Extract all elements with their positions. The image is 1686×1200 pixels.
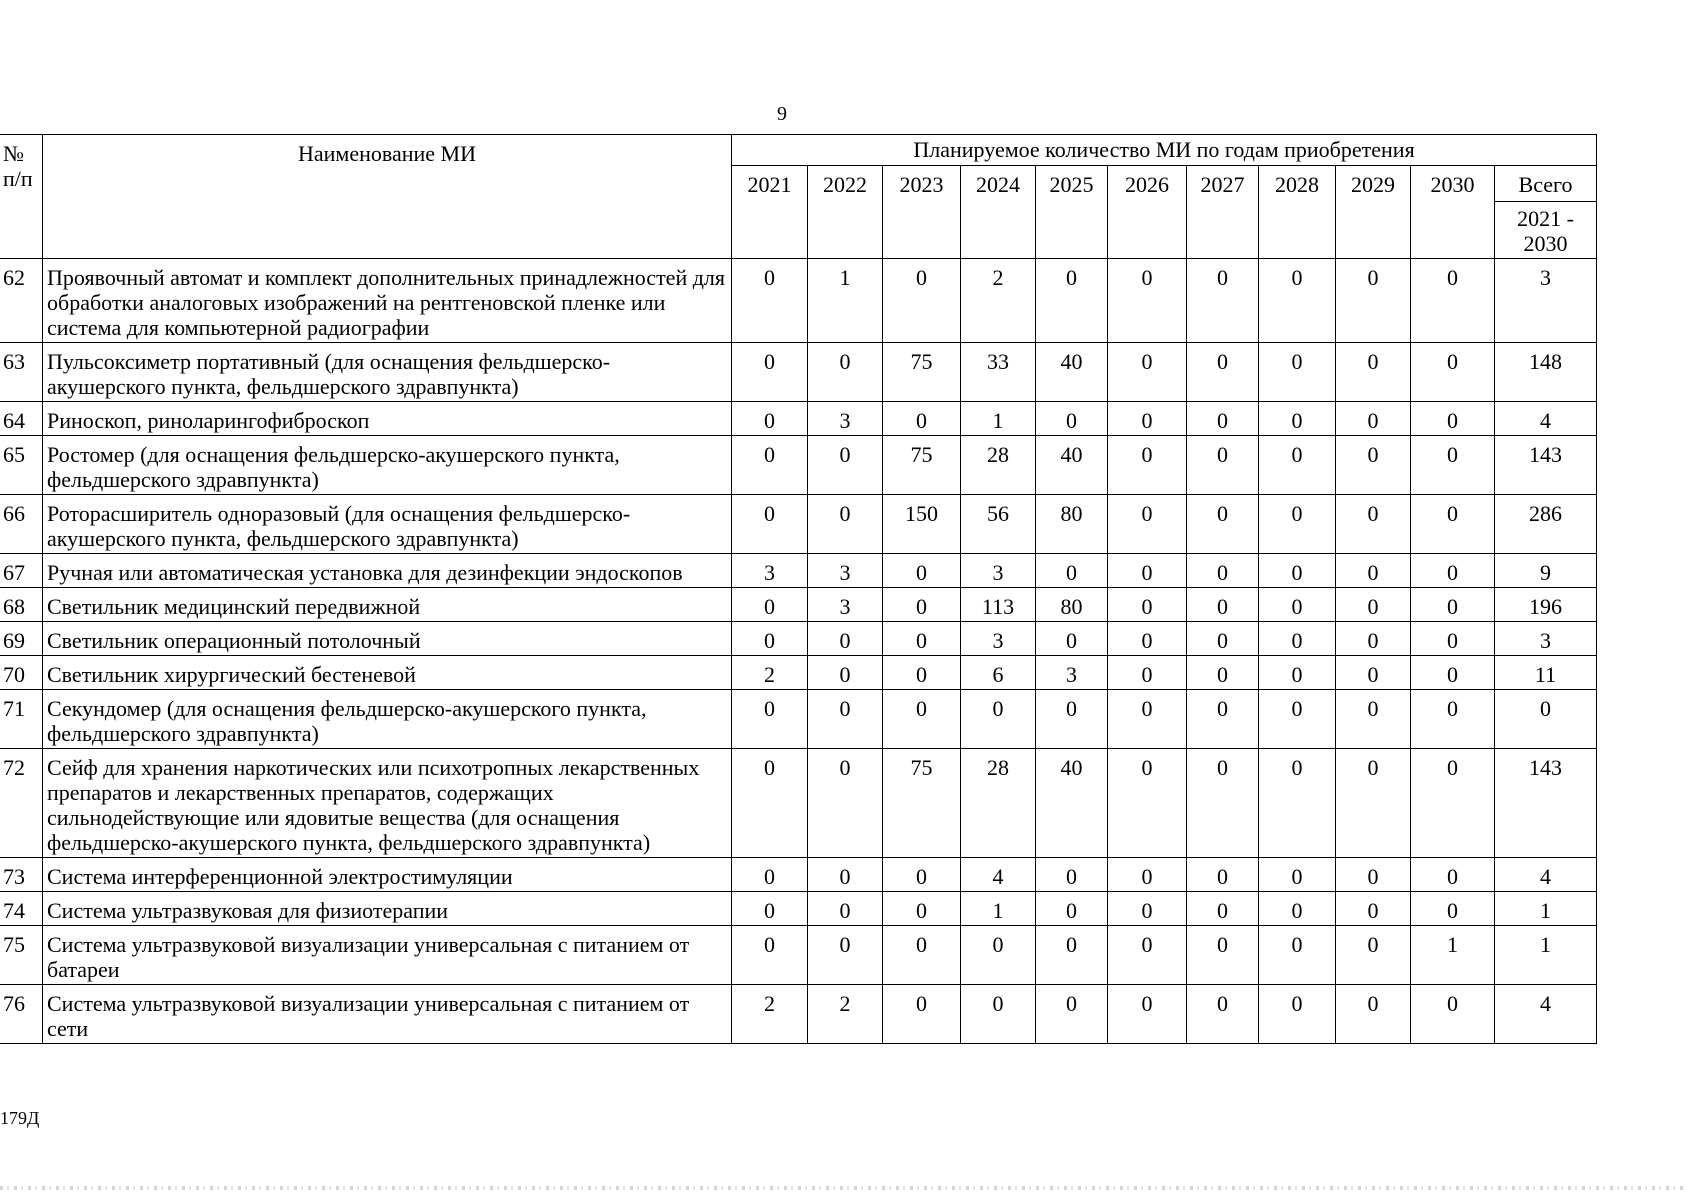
table-row xyxy=(0,495,1597,554)
row-value-2027: 0 xyxy=(1187,436,1259,495)
header-year-2028: 2028 xyxy=(1259,166,1336,259)
table-row xyxy=(0,985,1597,1044)
row-value-2028: 0 xyxy=(1259,622,1336,656)
row-value-2024: 4 xyxy=(961,858,1036,892)
table-row xyxy=(0,436,1597,495)
table-row xyxy=(0,858,1597,892)
row-value-2025: 0 xyxy=(1036,622,1108,656)
row-item-name: Пульсоксиметр портативный (для оснащения фельдшерско-акушерского пункта, фельдшерского здравпункта) xyxy=(43,343,732,402)
row-value-2025: 40 xyxy=(1036,436,1108,495)
row-value-2028: 0 xyxy=(1259,892,1336,926)
row-value-2026: 0 xyxy=(1108,926,1187,985)
row-value-2021: 0 xyxy=(732,858,808,892)
row-value-2030: 0 xyxy=(1411,588,1495,622)
row-item-name: Ручная или автоматическая установка для дезинфекции эндоскопов xyxy=(43,554,732,588)
row-value-2026: 0 xyxy=(1108,588,1187,622)
row-value-2022: 2 xyxy=(808,985,883,1044)
row-value-2025: 40 xyxy=(1036,749,1108,858)
row-total: 1 xyxy=(1495,926,1597,985)
row-value-2022: 0 xyxy=(808,656,883,690)
row-value-2024: 56 xyxy=(961,495,1036,554)
row-value-2028: 0 xyxy=(1259,343,1336,402)
row-value-2021: 0 xyxy=(732,436,808,495)
row-value-2029: 0 xyxy=(1336,495,1411,554)
row-value-2026: 0 xyxy=(1108,985,1187,1044)
row-value-2029: 0 xyxy=(1336,858,1411,892)
row-value-2028: 0 xyxy=(1259,985,1336,1044)
row-value-2027: 0 xyxy=(1187,343,1259,402)
header-year-2024: 2024 xyxy=(961,166,1036,259)
row-value-2029: 0 xyxy=(1336,656,1411,690)
row-value-2028: 0 xyxy=(1259,749,1336,858)
row-value-2024: 1 xyxy=(961,402,1036,436)
table-row xyxy=(0,402,1597,436)
table-row xyxy=(0,554,1597,588)
header-total-label: Всего xyxy=(1495,166,1596,202)
header-year-2029: 2029 xyxy=(1336,166,1411,259)
row-item-name: Светильник медицинский передвижной xyxy=(43,588,732,622)
row-value-2025: 0 xyxy=(1036,892,1108,926)
row-value-2029: 0 xyxy=(1336,690,1411,749)
header-group: Планируемое количество МИ по годам приобретения xyxy=(732,135,1597,166)
row-index: 64 xyxy=(0,402,43,436)
row-value-2030: 0 xyxy=(1411,985,1495,1044)
header-year-2026: 2026 xyxy=(1108,166,1187,259)
row-item-name: Ростомер (для оснащения фельдшерско-акушерского пункта, фельдшерского здравпункта) xyxy=(43,436,732,495)
row-total: 11 xyxy=(1495,656,1597,690)
row-value-2021: 0 xyxy=(732,259,808,343)
row-value-2027: 0 xyxy=(1187,926,1259,985)
row-value-2027: 0 xyxy=(1187,985,1259,1044)
row-value-2030: 0 xyxy=(1411,690,1495,749)
row-value-2027: 0 xyxy=(1187,690,1259,749)
row-value-2024: 0 xyxy=(961,926,1036,985)
row-value-2022: 0 xyxy=(808,892,883,926)
header-year-2025: 2025 xyxy=(1036,166,1108,259)
row-value-2026: 0 xyxy=(1108,749,1187,858)
row-total: 1 xyxy=(1495,892,1597,926)
row-value-2023: 0 xyxy=(883,622,961,656)
row-value-2024: 1 xyxy=(961,892,1036,926)
row-total: 3 xyxy=(1495,622,1597,656)
row-item-name: Проявочный автомат и комплект дополнительных принадлежностей для обработки аналоговых изображений на рентгеновской пленке или система для компьютерной радиографии xyxy=(43,259,732,343)
row-value-2021: 0 xyxy=(732,749,808,858)
row-value-2022: 0 xyxy=(808,622,883,656)
table-row xyxy=(0,656,1597,690)
row-value-2026: 0 xyxy=(1108,690,1187,749)
row-item-name: Светильник операционный потолочный xyxy=(43,622,732,656)
row-value-2027: 0 xyxy=(1187,622,1259,656)
row-value-2027: 0 xyxy=(1187,588,1259,622)
row-value-2021: 0 xyxy=(732,622,808,656)
row-value-2030: 0 xyxy=(1411,622,1495,656)
row-value-2029: 0 xyxy=(1336,402,1411,436)
row-value-2030: 0 xyxy=(1411,259,1495,343)
row-index: 76 xyxy=(0,985,43,1044)
row-value-2023: 75 xyxy=(883,343,961,402)
row-value-2021: 2 xyxy=(732,656,808,690)
row-total: 286 xyxy=(1495,495,1597,554)
row-index: 62 xyxy=(0,259,43,343)
row-value-2023: 150 xyxy=(883,495,961,554)
row-total: 4 xyxy=(1495,858,1597,892)
row-total: 143 xyxy=(1495,749,1597,858)
row-value-2021: 0 xyxy=(732,402,808,436)
row-value-2028: 0 xyxy=(1259,402,1336,436)
row-value-2029: 0 xyxy=(1336,749,1411,858)
row-item-name: Система ультразвуковая для физиотерапии xyxy=(43,892,732,926)
row-value-2025: 0 xyxy=(1036,554,1108,588)
row-value-2029: 0 xyxy=(1336,985,1411,1044)
row-value-2025: 0 xyxy=(1036,402,1108,436)
row-value-2022: 3 xyxy=(808,588,883,622)
row-value-2030: 1 xyxy=(1411,926,1495,985)
row-value-2030: 0 xyxy=(1411,495,1495,554)
row-value-2027: 0 xyxy=(1187,656,1259,690)
row-value-2022: 0 xyxy=(808,436,883,495)
row-index: 70 xyxy=(0,656,43,690)
table-row xyxy=(0,749,1597,858)
row-value-2024: 28 xyxy=(961,436,1036,495)
row-value-2022: 0 xyxy=(808,495,883,554)
row-total: 143 xyxy=(1495,436,1597,495)
row-value-2026: 0 xyxy=(1108,495,1187,554)
row-value-2028: 0 xyxy=(1259,926,1336,985)
row-index: 75 xyxy=(0,926,43,985)
row-value-2024: 113 xyxy=(961,588,1036,622)
row-value-2027: 0 xyxy=(1187,858,1259,892)
row-value-2024: 28 xyxy=(961,749,1036,858)
row-value-2027: 0 xyxy=(1187,495,1259,554)
table-row xyxy=(0,588,1597,622)
row-value-2022: 1 xyxy=(808,259,883,343)
row-value-2022: 0 xyxy=(808,343,883,402)
table-row xyxy=(0,259,1597,343)
row-value-2030: 0 xyxy=(1411,749,1495,858)
row-value-2025: 80 xyxy=(1036,588,1108,622)
row-value-2022: 0 xyxy=(808,858,883,892)
header-total-range: 2021 - 2030 xyxy=(1517,206,1574,256)
row-value-2027: 0 xyxy=(1187,259,1259,343)
row-total: 0 xyxy=(1495,690,1597,749)
header-name: Наименование МИ xyxy=(43,135,732,259)
row-value-2023: 0 xyxy=(883,985,961,1044)
row-item-name: Система ультразвуковой визуализации универсальная с питанием от сети xyxy=(43,985,732,1044)
row-value-2023: 0 xyxy=(883,892,961,926)
row-value-2023: 0 xyxy=(883,690,961,749)
page-number: 9 xyxy=(777,103,787,125)
row-value-2029: 0 xyxy=(1336,622,1411,656)
row-value-2027: 0 xyxy=(1187,402,1259,436)
row-value-2030: 0 xyxy=(1411,436,1495,495)
row-value-2021: 2 xyxy=(732,985,808,1044)
row-index: 72 xyxy=(0,749,43,858)
row-value-2030: 0 xyxy=(1411,554,1495,588)
row-value-2028: 0 xyxy=(1259,436,1336,495)
row-value-2021: 0 xyxy=(732,343,808,402)
row-value-2023: 0 xyxy=(883,926,961,985)
row-item-name: Система ультразвуковой визуализации универсальная с питанием от батареи xyxy=(43,926,732,985)
row-value-2030: 0 xyxy=(1411,402,1495,436)
table-row xyxy=(0,926,1597,985)
row-value-2021: 3 xyxy=(732,554,808,588)
row-item-name: Риноскоп, риноларингофиброскоп xyxy=(43,402,732,436)
row-value-2029: 0 xyxy=(1336,436,1411,495)
row-value-2029: 0 xyxy=(1336,588,1411,622)
row-value-2025: 0 xyxy=(1036,858,1108,892)
row-value-2021: 0 xyxy=(732,495,808,554)
row-value-2023: 75 xyxy=(883,436,961,495)
footer-code: 179Д xyxy=(0,1108,40,1128)
row-value-2030: 0 xyxy=(1411,656,1495,690)
row-value-2023: 0 xyxy=(883,588,961,622)
row-value-2029: 0 xyxy=(1336,926,1411,985)
row-value-2028: 0 xyxy=(1259,656,1336,690)
header-index: № п/п xyxy=(0,135,43,259)
row-value-2022: 0 xyxy=(808,749,883,858)
row-value-2025: 80 xyxy=(1036,495,1108,554)
row-value-2024: 0 xyxy=(961,690,1036,749)
row-value-2021: 0 xyxy=(732,588,808,622)
table-row xyxy=(0,622,1597,656)
row-value-2025: 40 xyxy=(1036,343,1108,402)
row-value-2026: 0 xyxy=(1108,858,1187,892)
row-value-2023: 75 xyxy=(883,749,961,858)
header-year-2023: 2023 xyxy=(883,166,961,259)
row-value-2023: 0 xyxy=(883,554,961,588)
row-index: 66 xyxy=(0,495,43,554)
header-year-2027: 2027 xyxy=(1187,166,1259,259)
row-value-2028: 0 xyxy=(1259,690,1336,749)
table-row xyxy=(0,892,1597,926)
row-value-2026: 0 xyxy=(1108,554,1187,588)
table-row xyxy=(0,690,1597,749)
row-item-name: Сейф для хранения наркотических или психотропных лекарственных препаратов и лекарственных препаратов, содержащих сильнодействующие или ядовитые вещества (для оснащения фельдшерско-акушерского пункта, фельдшерского здравпункта) xyxy=(43,749,732,858)
row-total: 4 xyxy=(1495,402,1597,436)
row-value-2026: 0 xyxy=(1108,656,1187,690)
row-value-2024: 6 xyxy=(961,656,1036,690)
row-item-name: Роторасширитель одноразовый (для оснащения фельдшерско-акушерского пункта, фельдшерского здравпункта) xyxy=(43,495,732,554)
row-value-2028: 0 xyxy=(1259,495,1336,554)
row-value-2022: 0 xyxy=(808,690,883,749)
row-value-2021: 0 xyxy=(732,926,808,985)
equipment-table xyxy=(0,134,1597,1044)
row-value-2028: 0 xyxy=(1259,858,1336,892)
header-year-2022: 2022 xyxy=(808,166,883,259)
row-item-name: Система интерференционной электростимуляции xyxy=(43,858,732,892)
row-value-2025: 0 xyxy=(1036,259,1108,343)
row-value-2026: 0 xyxy=(1108,402,1187,436)
table-header xyxy=(0,135,1597,259)
row-value-2022: 0 xyxy=(808,926,883,985)
row-index: 71 xyxy=(0,690,43,749)
row-value-2022: 3 xyxy=(808,402,883,436)
row-index: 74 xyxy=(0,892,43,926)
row-item-name: Секундомер (для оснащения фельдшерско-акушерского пункта, фельдшерского здравпункта) xyxy=(43,690,732,749)
row-value-2021: 0 xyxy=(732,892,808,926)
row-value-2022: 3 xyxy=(808,554,883,588)
row-value-2025: 0 xyxy=(1036,690,1108,749)
row-value-2030: 0 xyxy=(1411,343,1495,402)
row-value-2021: 0 xyxy=(732,690,808,749)
row-value-2025: 3 xyxy=(1036,656,1108,690)
row-value-2024: 0 xyxy=(961,985,1036,1044)
row-index: 63 xyxy=(0,343,43,402)
row-value-2023: 0 xyxy=(883,858,961,892)
row-value-2027: 0 xyxy=(1187,554,1259,588)
row-value-2025: 0 xyxy=(1036,926,1108,985)
row-value-2029: 0 xyxy=(1336,892,1411,926)
row-value-2024: 3 xyxy=(961,622,1036,656)
row-value-2025: 0 xyxy=(1036,985,1108,1044)
row-index: 68 xyxy=(0,588,43,622)
row-value-2026: 0 xyxy=(1108,436,1187,495)
row-value-2029: 0 xyxy=(1336,343,1411,402)
row-value-2026: 0 xyxy=(1108,343,1187,402)
row-index: 65 xyxy=(0,436,43,495)
row-value-2026: 0 xyxy=(1108,892,1187,926)
table-body xyxy=(0,259,1597,1044)
row-value-2029: 0 xyxy=(1336,554,1411,588)
row-total: 3 xyxy=(1495,259,1597,343)
row-value-2024: 3 xyxy=(961,554,1036,588)
row-item-name: Светильник хирургический бестеневой xyxy=(43,656,732,690)
row-value-2024: 33 xyxy=(961,343,1036,402)
row-total: 148 xyxy=(1495,343,1597,402)
row-value-2027: 0 xyxy=(1187,749,1259,858)
row-value-2029: 0 xyxy=(1336,259,1411,343)
row-value-2026: 0 xyxy=(1108,622,1187,656)
row-total: 4 xyxy=(1495,985,1597,1044)
row-total: 196 xyxy=(1495,588,1597,622)
row-value-2030: 0 xyxy=(1411,858,1495,892)
row-value-2023: 0 xyxy=(883,402,961,436)
row-value-2023: 0 xyxy=(883,656,961,690)
row-value-2026: 0 xyxy=(1108,259,1187,343)
row-value-2030: 0 xyxy=(1411,892,1495,926)
row-value-2028: 0 xyxy=(1259,259,1336,343)
scan-edge-decoration xyxy=(0,1186,1686,1190)
table-row xyxy=(0,343,1597,402)
row-total: 9 xyxy=(1495,554,1597,588)
row-index: 67 xyxy=(0,554,43,588)
row-value-2028: 0 xyxy=(1259,588,1336,622)
row-value-2027: 0 xyxy=(1187,892,1259,926)
row-index: 69 xyxy=(0,622,43,656)
header-year-2030: 2030 xyxy=(1411,166,1495,259)
row-value-2023: 0 xyxy=(883,259,961,343)
row-value-2024: 2 xyxy=(961,259,1036,343)
header-year-2021: 2021 xyxy=(732,166,808,259)
row-index: 73 xyxy=(0,858,43,892)
header-total xyxy=(1495,166,1597,259)
row-value-2028: 0 xyxy=(1259,554,1336,588)
